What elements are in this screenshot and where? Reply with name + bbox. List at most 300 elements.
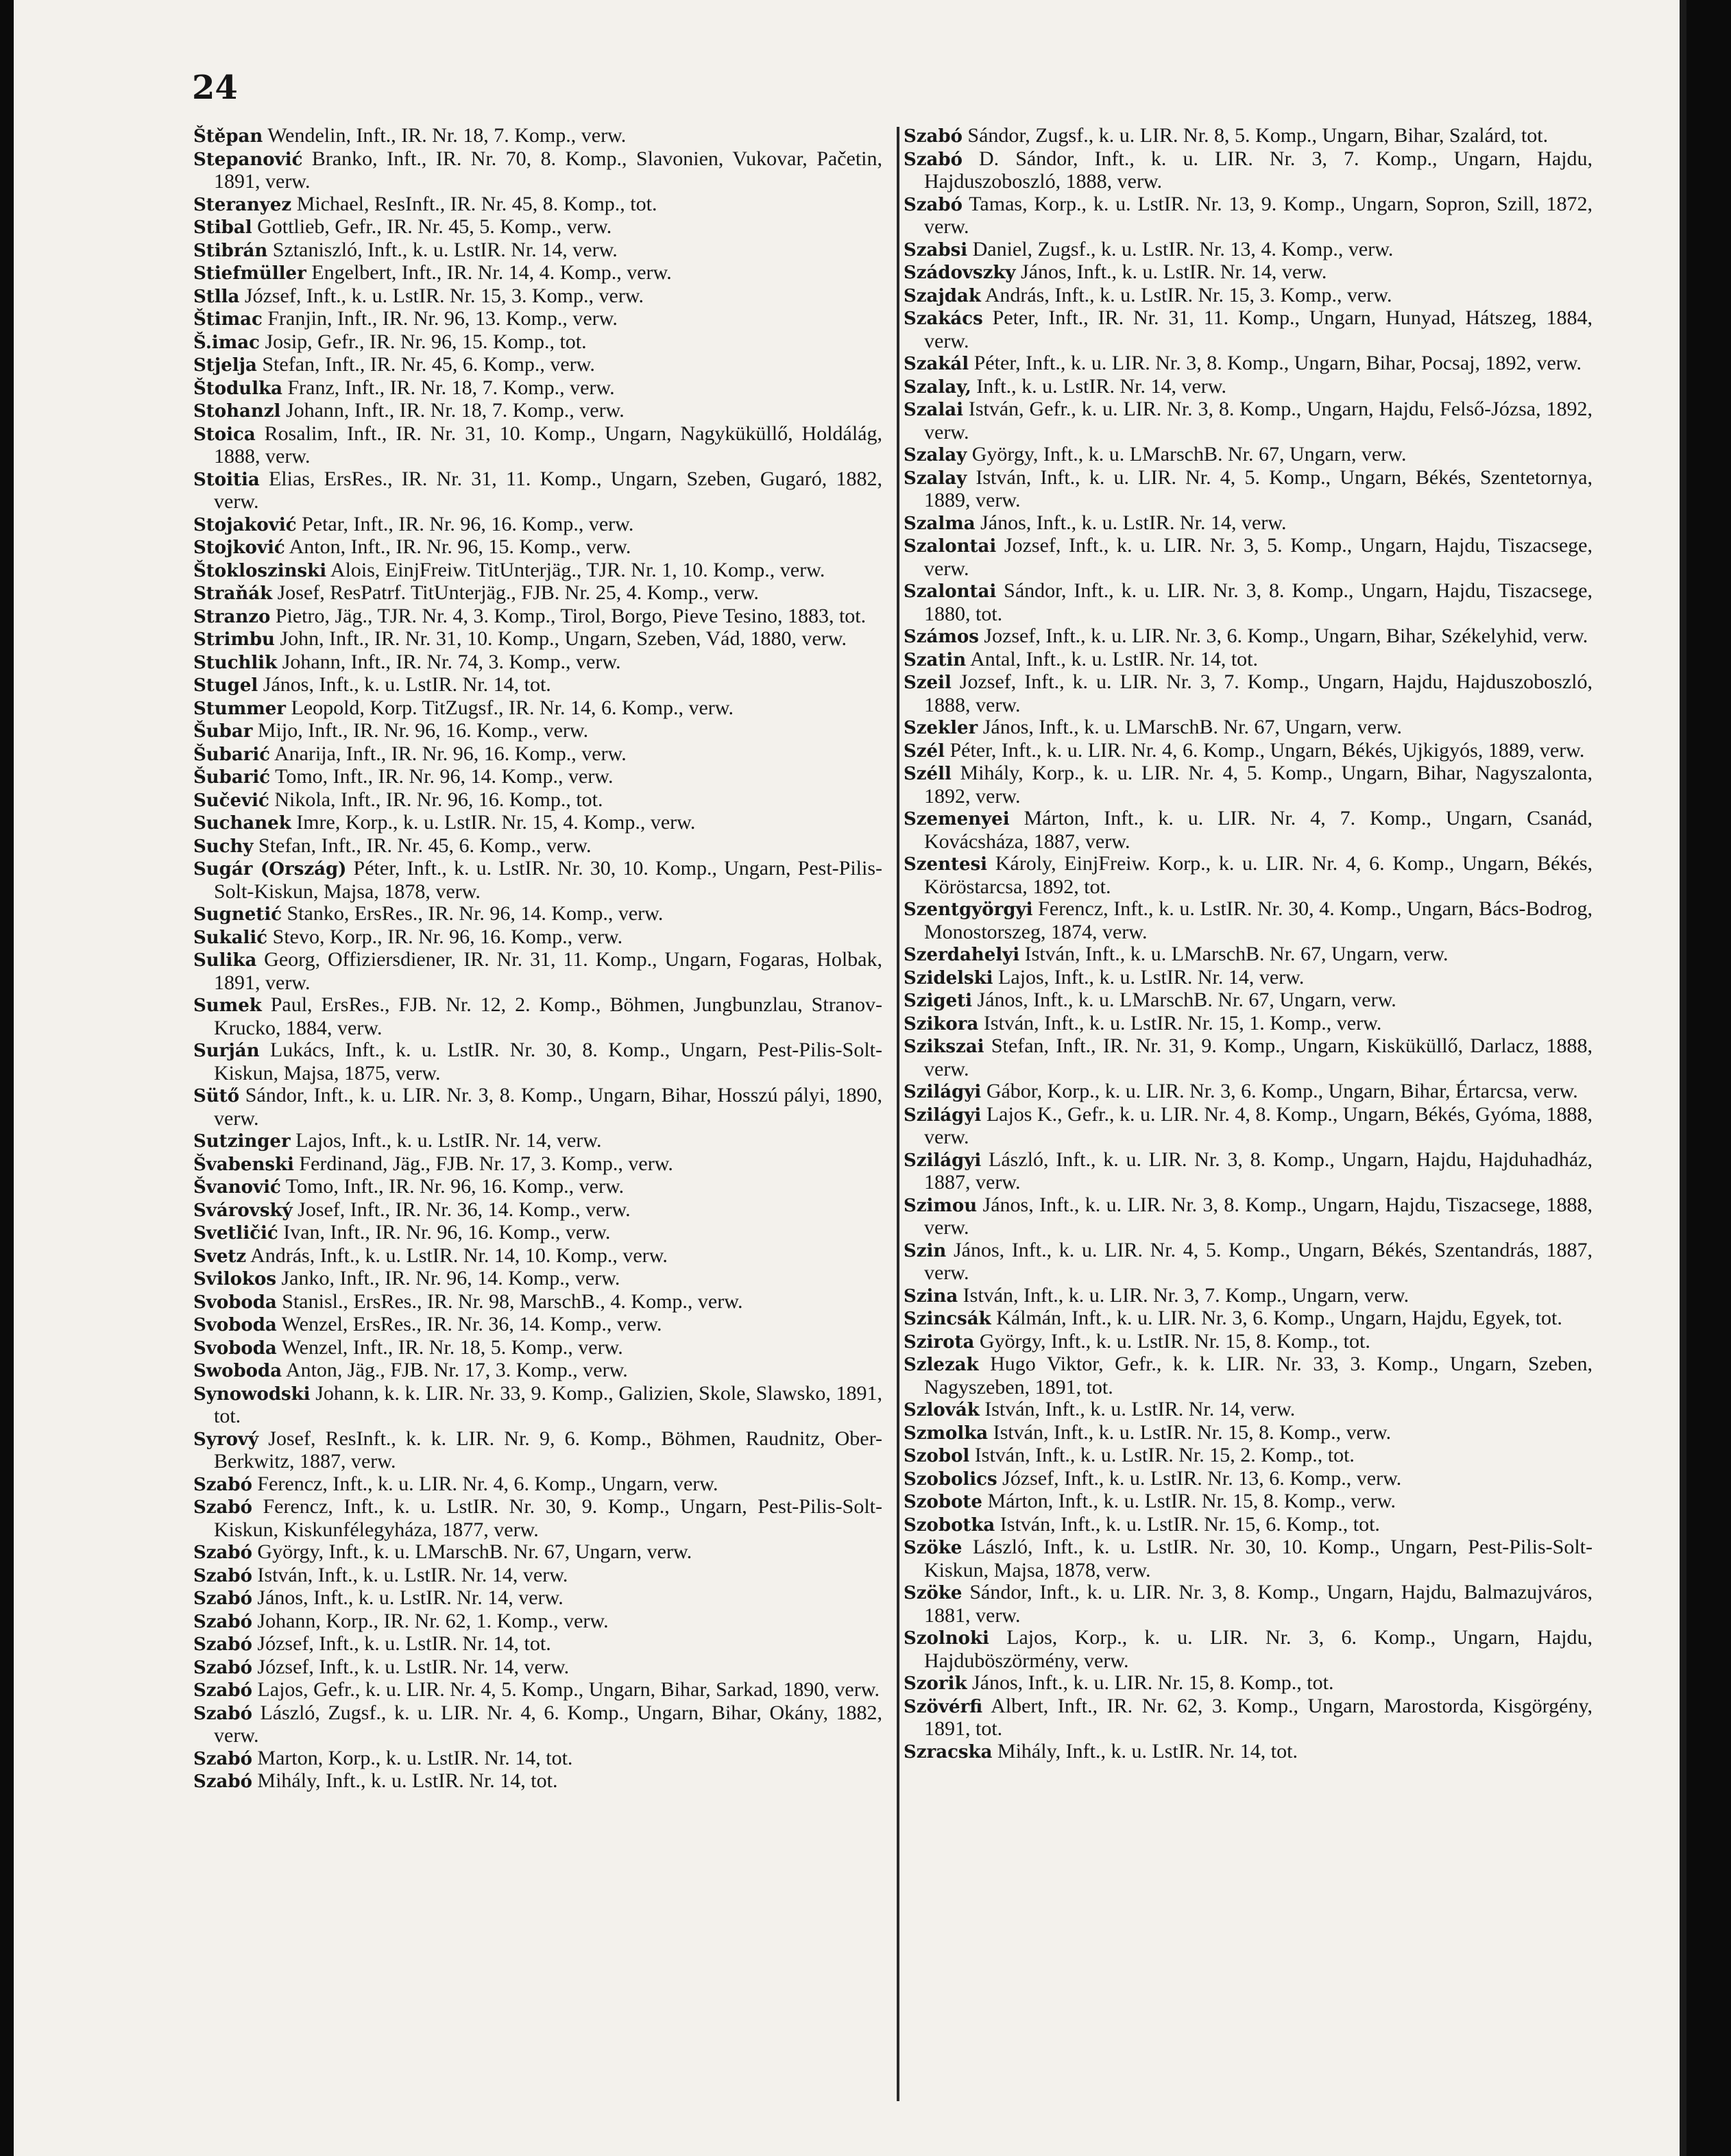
list-entry (904, 535, 1593, 580)
entry-name: Stibrán (193, 240, 268, 261)
list-entry (904, 1353, 1593, 1398)
entry-name: Szabó (193, 1634, 252, 1655)
entry-details: György, Inft., k. u. LstIR. Nr. 15, 8. Komp., tot. (974, 1329, 1370, 1353)
entry-name: Szentesi (904, 854, 988, 875)
entry-details: Sándor, Inft., k. u. LIR. Nr. 3, 8. Komp., Ungarn, Hajdu, Balmazujváros, 1881, verw. (924, 1581, 1593, 1627)
list-entry (193, 1222, 882, 1245)
list-entry (193, 1496, 882, 1541)
entry-name: Szikora (904, 1013, 979, 1034)
entry-details: Mihály, Korp., k. u. LIR. Nr. 4, 5. Komp., Ungarn, Bihar, Nagyszalonta, 1892, verw. (924, 762, 1593, 808)
entry-details: Ferencz, Inft., k. u. LstIR. Nr. 30, 4. Komp., Ungarn, Bács-Bodrog, Monostorszeg, 1874, verw. (924, 897, 1593, 943)
list-entry (193, 1610, 882, 1634)
list-entry (904, 625, 1593, 649)
entry-name: Sučević (193, 790, 269, 811)
entry-name: Szikszai (904, 1037, 984, 1057)
entry-name: Szirota (904, 1331, 975, 1353)
entry-details: Jozsef, Inft., k. u. LIR. Nr. 3, 6. Komp., Ungarn, Bihar, Székelyhid, verw. (978, 625, 1588, 647)
list-entry (193, 1747, 882, 1771)
list-entry (904, 1239, 1593, 1285)
entry-details: Lajos, Gefr., k. u. LIR. Nr. 4, 5. Komp., Ungarn, Bihar, Sarkad, 1890, verw. (252, 1678, 880, 1701)
entry-name: Š.imac (193, 332, 260, 353)
entry-details: Josef, ResPatrf. TitUnterjäg., FJB. Nr. 25, 4. Komp., verw. (272, 581, 759, 604)
entry-details: János, Inft., k. u. LstIR. Nr. 14, verw. (1015, 261, 1327, 283)
list-entry (904, 1035, 1593, 1080)
entry-details: Wendelin, Inft., IR. Nr. 18, 7. Komp., verw. (263, 124, 627, 147)
entry-details: István, Inft., k. u. LMarschB. Nr. 67, Ungarn, verw. (1019, 943, 1449, 965)
entry-name: Stlla (193, 286, 240, 307)
entry-name: Szabó (904, 126, 963, 147)
entry-name: Szilágyi (904, 1150, 982, 1171)
list-entry (904, 671, 1593, 716)
entry-details: Anton, Jäg., FJB. Nr. 17, 3. Komp., verw. (282, 1359, 628, 1381)
list-entry (904, 284, 1593, 308)
entry-name: Sukalić (193, 927, 268, 948)
list-entry (904, 1490, 1593, 1514)
entry-name: Szabó (193, 1565, 252, 1586)
entry-name: Szmolka (904, 1422, 989, 1444)
entry-name: Svoboda (193, 1315, 277, 1335)
list-entry (193, 1245, 882, 1268)
entry-name: Surján (193, 1041, 260, 1061)
entry-name: Szalontai (904, 581, 997, 602)
entry-details: László, Inft., k. u. LIR. Nr. 3, 8. Komp., Ungarn, Hajdu, Hajduhadház, 1887, verw. (924, 1148, 1593, 1194)
list-entry (193, 1039, 882, 1085)
entry-details: Stefan, Inft., IR. Nr. 31, 9. Komp., Ungarn, Kisküküllő, Darlacz, 1888, verw. (924, 1034, 1593, 1080)
entry-name: Šubarić (193, 744, 271, 765)
entry-name: Švanović (193, 1177, 281, 1198)
list-entry (904, 967, 1593, 990)
entry-name: Szalma (904, 513, 976, 534)
entry-details: János, Inft., k. u. LIR. Nr. 4, 5. Komp., Ungarn, Békés, Szentandrás, 1887, verw. (924, 1238, 1593, 1284)
list-entry (904, 1194, 1593, 1239)
entry-name: Szentgyörgyi (904, 899, 1033, 920)
entry-name: Stoitia (193, 469, 260, 490)
entry-name: Szobotka (904, 1514, 995, 1536)
entry-name: Stugel (193, 675, 258, 696)
entry-details: Elias, ErsRes., IR. Nr. 31, 11. Komp., Ungarn, Szeben, Gugaró, 1882, verw. (214, 467, 882, 513)
entry-name: Sutzinger (193, 1131, 291, 1152)
entry-name: Stepanović (193, 149, 303, 170)
entry-details: Gottlieb, Gefr., IR. Nr. 45, 5. Komp., verw. (252, 215, 612, 238)
list-entry (904, 943, 1593, 967)
entry-details: Albert, Inft., IR. Nr. 62, 3. Komp., Ungarn, Marostorda, Kisgörgény, 1891, tot. (924, 1694, 1593, 1740)
entry-details: István, Inft., k. u. LIR. Nr. 3, 7. Komp., Ungarn, verw. (958, 1283, 1409, 1307)
entry-details: Pietro, Jäg., TJR. Nr. 4, 3. Komp., Tirol, Borgo, Pieve Tesino, 1883, tot. (270, 604, 867, 627)
list-entry (193, 308, 882, 331)
entry-details: Peter, Inft., IR. Nr. 31, 11. Komp., Ungarn, Hunyad, Hátszeg, 1884, verw. (924, 306, 1593, 352)
entry-details: Tomo, Inft., IR. Nr. 96, 14. Komp., verw. (270, 765, 614, 788)
list-entry (904, 376, 1593, 399)
list-entry (193, 400, 882, 423)
list-entry (193, 239, 882, 263)
entry-details: Sztaniszló, Inft., k. u. LstIR. Nr. 14, verw. (267, 238, 618, 261)
entry-name: Szöke (904, 1583, 963, 1603)
entry-details: Josip, Gefr., IR. Nr. 96, 15. Komp., tot. (259, 330, 587, 353)
list-entry (193, 285, 882, 308)
list-entry (904, 444, 1593, 467)
entry-details: István, Inft., k. u. LstIR. Nr. 14, verw. (252, 1563, 568, 1586)
entry-name: Sütő (193, 1086, 240, 1106)
list-entry (193, 377, 882, 400)
left-column (193, 125, 882, 1793)
list-entry (904, 1080, 1593, 1104)
entry-details: László, Inft., k. u. LstIR. Nr. 30, 10. Komp., Ungarn, Pest-Pilis-Solt-Kiskun, Majsa, 1878, verw. (924, 1536, 1593, 1582)
entry-name: Szabó (193, 1771, 252, 1792)
entry-details: Kálmán, Inft., k. u. LIR. Nr. 3, 6. Komp., Ungarn, Hajdu, Egyek, tot. (991, 1307, 1562, 1329)
entry-name: Szabó (193, 1542, 252, 1563)
entry-details: Wenzel, ErsRes., IR. Nr. 36, 14. Komp., verw. (276, 1313, 662, 1335)
entry-details: Gábor, Korp., k. u. LIR. Nr. 3, 6. Komp., Ungarn, Bihar, Értarcsa, verw. (981, 1080, 1578, 1102)
list-entry (904, 307, 1593, 352)
entry-name: Szabsi (904, 239, 968, 261)
right-column (904, 125, 1593, 1763)
list-entry (193, 835, 882, 858)
entry-details: Franz, Inft., IR. Nr. 18, 7. Komp., verw. (282, 376, 615, 399)
list-entry (193, 423, 882, 468)
entry-details: D. Sándor, Inft., k. u. LIR. Nr. 3, 7. Komp., Ungarn, Hajdu, Hajduszoboszló, 1888, verw. (924, 147, 1593, 193)
list-entry (193, 949, 882, 994)
entry-name: Szabó (193, 1611, 252, 1632)
entry-details: István, Inft., k. u. LstIR. Nr. 15, 8. Komp., verw. (988, 1420, 1392, 1444)
entry-name: Szatin (904, 649, 967, 670)
list-entry (904, 1536, 1593, 1582)
entry-name: Szél (904, 740, 945, 762)
entry-details: Jozsef, Inft., k. u. LIR. Nr. 3, 7. Komp., Ungarn, Hajdu, Hajduszoboszló, 1888, verw. (924, 670, 1593, 716)
list-entry (193, 1770, 882, 1793)
entry-name: Szalontai (904, 536, 997, 557)
entry-name: Szolnoki (904, 1628, 989, 1649)
entry-name: Szabó (193, 1703, 252, 1724)
entry-name: Szigeti (904, 991, 973, 1011)
entry-name: Svoboda (193, 1292, 277, 1313)
entry-details: Antal, Inft., k. u. LstIR. Nr. 14, tot. (966, 647, 1259, 670)
entry-name: Szeil (904, 673, 952, 693)
entry-name: Szekler (904, 718, 978, 738)
entry-name: Szracska (904, 1741, 993, 1763)
list-entry (904, 649, 1593, 672)
list-entry (193, 720, 882, 743)
entry-details: Janko, Inft., IR. Nr. 96, 14. Komp., verw. (276, 1267, 620, 1289)
entry-name: Szabó (904, 149, 963, 170)
entry-name: Stummer (193, 698, 286, 719)
entry-details: György, Inft., k. u. LMarschB. Nr. 67, Ungarn, verw. (252, 1540, 692, 1563)
list-entry (904, 1331, 1593, 1354)
list-entry (904, 1285, 1593, 1308)
entry-name: Suchanek (193, 813, 291, 834)
entry-details: Marton, Korp., k. u. LstIR. Nr. 14, tot. (252, 1746, 573, 1769)
entry-name: Szimou (904, 1195, 978, 1216)
list-entry (193, 513, 882, 537)
list-entry (904, 1307, 1593, 1331)
entry-name: Szidelski (904, 967, 993, 989)
entry-details: János, Inft., k. u. LstIR. Nr. 14, verw. (252, 1586, 564, 1609)
entry-name: Szakács (904, 308, 983, 329)
entry-details: János, Inft., k. u. LIR. Nr. 3, 8. Komp., Ungarn, Hajdu, Tiszacsege, 1888, verw. (924, 1193, 1593, 1239)
entry-details: Hugo Viktor, Gefr., k. k. LIR. Nr. 33, 3. Komp., Ungarn, Szeben, Nagyszeben, 1891, tot. (924, 1353, 1593, 1398)
entry-name: Štodulka (193, 378, 282, 399)
entry-name: Štimac (193, 309, 263, 330)
entry-details: Mijo, Inft., IR. Nr. 96, 16. Komp., verw. (252, 719, 589, 742)
entry-name: Stuchlik (193, 652, 278, 673)
entry-name: Stibal (193, 217, 252, 238)
list-entry (193, 766, 882, 789)
list-entry (193, 789, 882, 812)
entry-name: Szabó (193, 1588, 252, 1609)
entry-name: Szin (904, 1240, 947, 1261)
entry-details: Daniel, Zugsf., k. u. LstIR. Nr. 13, 4. Komp., verw. (967, 237, 1394, 261)
entry-details: István, Inft., k. u. LstIR. Nr. 14, verw. (979, 1398, 1296, 1420)
entry-name: Šubar (193, 721, 253, 742)
list-entry (193, 812, 882, 835)
entry-details: István, Inft., k. u. LstIR. Nr. 15, 2. Komp., tot. (969, 1444, 1355, 1466)
list-entry (193, 536, 882, 559)
entry-details: János, Inft., k. u. LMarschB. Nr. 67, Ungarn, verw. (978, 716, 1402, 738)
entry-details: Georg, Offiziersdiener, IR. Nr. 31, 11. Komp., Ungarn, Fogaras, Holbak, 1891, verw. (214, 948, 882, 994)
entry-details: Márton, Inft., k. u. LstIR. Nr. 15, 8. Komp., verw. (982, 1490, 1396, 1512)
entry-details: Engelbert, Inft., IR. Nr. 14, 4. Komp., verw. (306, 261, 672, 284)
entry-details: György, Inft., k. u. LMarschB. Nr. 67, Ungarn, verw. (967, 443, 1407, 465)
entry-name: Sulika (193, 950, 257, 971)
entry-details: Stefan, Inft., IR. Nr. 45, 6. Komp., verw. (256, 353, 595, 376)
entry-name: Štěpan (193, 126, 263, 147)
list-entry (193, 1679, 882, 1702)
list-entry (193, 1428, 882, 1473)
entry-name: Svilokos (193, 1269, 276, 1289)
entry-details: Ferdinand, Jäg., FJB. Nr. 17, 3. Komp., verw. (293, 1152, 673, 1175)
list-entry (904, 898, 1593, 943)
entry-details: András, Inft., k. u. LstIR. Nr. 15, 3. Komp., verw. (980, 283, 1392, 306)
list-entry (193, 1656, 882, 1680)
entry-name: Švabenski (193, 1154, 294, 1175)
entry-details: Johann, Inft., IR. Nr. 18, 7. Komp., verw. (280, 399, 625, 422)
list-entry (904, 1444, 1593, 1468)
list-entry (904, 148, 1593, 193)
entry-details: Johann, k. k. LIR. Nr. 33, 9. Komp., Galizien, Skole, Slawsko, 1891, tot. (214, 1381, 882, 1427)
list-entry (193, 582, 882, 605)
entry-name: Szerdahelyi (904, 945, 1020, 965)
entry-details: Michael, ResInft., IR. Nr. 45, 8. Komp., tot. (291, 192, 657, 215)
list-entry (904, 1149, 1593, 1194)
entry-name: Strimbu (193, 629, 275, 650)
list-entry (193, 125, 882, 148)
list-entry (904, 808, 1593, 853)
list-entry (904, 193, 1593, 239)
list-entry (193, 1702, 882, 1747)
entry-details: Petar, Inft., IR. Nr. 96, 16. Komp., verw. (296, 512, 634, 535)
list-entry (904, 1672, 1593, 1695)
list-entry (193, 674, 882, 697)
entry-name: Szobote (904, 1492, 982, 1512)
entry-details: John, Inft., IR. Nr. 31, 10. Komp., Ungarn, Szeben, Vád, 1880, verw. (274, 627, 847, 650)
list-entry (904, 1013, 1593, 1036)
entry-name: Svetličić (193, 1223, 278, 1244)
entry-details: István, Inft., k. u. LstIR. Nr. 15, 6. Komp., tot. (995, 1512, 1380, 1536)
list-entry (904, 740, 1593, 763)
list-entry (904, 1582, 1593, 1627)
entry-name: Šubarić (193, 767, 271, 788)
entry-name: Szalay (904, 445, 967, 465)
list-entry (193, 1176, 882, 1199)
entry-name: Syrový (193, 1429, 259, 1450)
entry-details: Mihály, Inft., k. u. LstIR. Nr. 14, tot. (252, 1769, 558, 1792)
entry-details: Lukács, Inft., k. u. LstIR. Nr. 30, 8. Komp., Ungarn, Pest-Pilis-Solt-Kiskun, Majsa, 1875, verw. (214, 1039, 882, 1085)
list-entry (193, 1564, 882, 1588)
entry-details: Jozsef, Inft., k. u. LIR. Nr. 3, 5. Komp., Ungarn, Hajdu, Tiszacsege, verw. (924, 534, 1593, 580)
entry-details: János, Inft., k. u. LMarschB. Nr. 67, Ungarn, verw. (972, 989, 1396, 1011)
entry-name: Svetz (193, 1246, 247, 1267)
entry-name: Szabó (193, 1657, 252, 1678)
entry-details: Stefan, Inft., IR. Nr. 45, 6. Komp., verw. (253, 834, 592, 857)
entry-details: Imre, Korp., k. u. LstIR. Nr. 15, 4. Komp., verw. (291, 811, 696, 834)
list-entry (193, 1313, 882, 1337)
entry-name: Steranyez (193, 194, 292, 215)
list-entry (904, 989, 1593, 1013)
entry-details: Márton, Inft., k. u. LIR. Nr. 4, 7. Komp., Ungarn, Csanád, Kovácsháza, 1887, verw. (924, 807, 1593, 853)
list-entry (193, 148, 882, 193)
entry-details: Ferencz, Inft., k. u. LstIR. Nr. 30, 9. Komp., Ungarn, Pest-Pilis-Solt-Kiskun, Kiskunfélegyháza, 1877, verw. (214, 1495, 882, 1541)
list-entry (904, 512, 1593, 535)
entry-name: Stojković (193, 537, 285, 558)
entry-details: János, Inft., k. u. LIR. Nr. 15, 8. Komp., tot. (967, 1671, 1334, 1694)
entry-name: Sugár (Ország) (193, 859, 347, 880)
list-entry (904, 1468, 1593, 1491)
entry-details: János, Inft., k. u. LstIR. Nr. 14, verw. (975, 511, 1287, 534)
list-entry (193, 903, 882, 926)
entry-name: Synowodski (193, 1383, 311, 1405)
list-entry (904, 352, 1593, 376)
entry-name: Szorik (904, 1673, 967, 1694)
entry-details: Lajos K., Gefr., k. u. LIR. Nr. 4, 8. Komp., Ungarn, Békés, Gyóma, 1888, verw. (924, 1102, 1593, 1148)
entry-name: Szajdak (904, 285, 981, 306)
entry-details: Sándor, Inft., k. u. LIR. Nr. 3, 8. Komp., Ungarn, Bihar, Hosszú pályi, 1890, verw. (214, 1084, 882, 1130)
list-entry (904, 1741, 1593, 1764)
entry-name: Szalay, (904, 376, 971, 398)
entry-details: Branko, Inft., IR. Nr. 70, 8. Komp., Slavonien, Vukovar, Pačetin, 1891, verw. (214, 147, 882, 193)
list-entry (193, 651, 882, 675)
list-entry (193, 468, 882, 513)
entry-details: Péter, Inft., k. u. LIR. Nr. 4, 6. Komp., Ungarn, Békés, Ujkigyós, 1889, verw. (944, 738, 1585, 762)
entry-details: Sándor, Zugsf., k. u. LIR. Nr. 8, 5. Komp., Ungarn, Bihar, Szalárd, tot. (962, 124, 1549, 147)
entry-details: István, Inft., k. u. LstIR. Nr. 15, 1. Komp., verw. (978, 1011, 1382, 1034)
list-entry (904, 1627, 1593, 1672)
entry-name: Szabó (193, 1680, 252, 1701)
list-entry (904, 1104, 1593, 1149)
list-entry (904, 239, 1593, 262)
entry-details: Leopold, Korp. TitZugsf., IR. Nr. 14, 6. Komp., verw. (285, 696, 734, 719)
list-entry (904, 467, 1593, 512)
entry-details: Josef, Inft., IR. Nr. 36, 14. Komp., verw. (292, 1198, 631, 1221)
entry-details: Wenzel, Inft., IR. Nr. 18, 5. Komp., verw. (276, 1335, 623, 1359)
list-entry (193, 1633, 882, 1656)
entry-details: István, Inft., k. u. LIR. Nr. 4, 5. Komp., Ungarn, Békés, Szentetornya, 1889, verw. (924, 465, 1593, 511)
entry-details: Johann, Korp., IR. Nr. 62, 1. Komp., verw. (252, 1609, 609, 1632)
list-entry (193, 926, 882, 949)
entry-details: József, Inft., k. u. LstIR. Nr. 14, tot. (252, 1632, 551, 1655)
list-entry (193, 1541, 882, 1564)
list-entry (193, 1587, 882, 1610)
list-entry (193, 1291, 882, 1314)
entry-details: Tamas, Korp., k. u. LstIR. Nr. 13, 9. Komp., Ungarn, Sopron, Szill, 1872, verw. (924, 192, 1593, 238)
page-number: 24 (192, 69, 238, 107)
entry-name: Straňák (193, 583, 273, 604)
entry-name: Szalay (904, 468, 967, 489)
list-entry (904, 1398, 1593, 1422)
entry-details: József, Inft., k. u. LstIR. Nr. 13, 6. Komp., verw. (997, 1466, 1402, 1490)
list-entry (193, 628, 882, 651)
entry-name: Szilágyi (904, 1104, 982, 1126)
entry-name: Svoboda (193, 1337, 277, 1359)
entry-details: Anarija, Inft., IR. Nr. 96, 16. Komp., verw. (270, 742, 627, 765)
entry-name: Szlezak (904, 1355, 979, 1375)
list-entry (904, 1695, 1593, 1741)
entry-details: Stevo, Korp., IR. Nr. 96, 16. Komp., verw. (267, 925, 623, 948)
entry-name: Stojaković (193, 514, 297, 535)
list-entry (193, 216, 882, 239)
entry-name: Széll (904, 764, 952, 784)
list-entry (904, 125, 1593, 148)
entry-details: István, Gefr., k. u. LIR. Nr. 3, 8. Komp., Ungarn, Hajdu, Felső-Józsa, 1892, verw. (924, 398, 1593, 444)
entry-name: Szalai (904, 400, 963, 420)
list-entry (193, 994, 882, 1039)
entry-details: Paul, ErsRes., FJB. Nr. 12, 2. Komp., Böhmen, Jungbunzlau, Stranov-Krucko, 1884, verw. (214, 993, 882, 1039)
entry-details: Johann, Inft., IR. Nr. 74, 3. Komp., verw. (277, 650, 621, 673)
list-entry (904, 261, 1593, 284)
list-entry (193, 743, 882, 766)
entry-name: Stoica (193, 424, 256, 445)
list-entry (193, 193, 882, 217)
entry-name: Stranzo (193, 606, 271, 627)
entry-details: Tomo, Inft., IR. Nr. 96, 16. Komp., verw. (280, 1175, 625, 1198)
entry-details: József, Inft., k. u. LstIR. Nr. 14, verw. (252, 1655, 570, 1678)
entry-name: Szina (904, 1285, 958, 1307)
entry-details: Alois, EinjFreiw. TitUnterjäg., TJR. Nr. 1, 10. Komp., verw. (326, 558, 825, 581)
entry-name: Szövérfi (904, 1696, 983, 1717)
list-entry (193, 1383, 882, 1428)
list-entry (193, 1473, 882, 1497)
entry-name: Szakál (904, 354, 969, 374)
list-entry (193, 331, 882, 354)
entry-details: Mihály, Inft., k. u. LstIR. Nr. 14, tot. (992, 1739, 1298, 1763)
list-entry (193, 1153, 882, 1176)
entry-name: Szemenyei (904, 809, 1010, 829)
list-entry (904, 398, 1593, 444)
list-entry (193, 1359, 882, 1383)
list-entry (193, 354, 882, 377)
entry-name: Szabó (193, 1748, 252, 1769)
list-entry (904, 580, 1593, 625)
list-entry (193, 605, 882, 629)
page-scan (14, 0, 1686, 2156)
entry-details: József, Inft., k. u. LstIR. Nr. 15, 3. Komp., verw. (239, 284, 644, 307)
entry-details: Stanisl., ErsRes., IR. Nr. 98, MarschB., 4. Komp., verw. (276, 1289, 743, 1313)
list-entry (193, 559, 882, 583)
entry-name: Stiefmüller (193, 263, 306, 284)
entry-details: Ferencz, Inft., k. u. LIR. Nr. 4, 6. Komp., Ungarn, verw. (252, 1472, 718, 1495)
list-entry (193, 262, 882, 285)
entry-name: Szádovszky (904, 263, 1016, 283)
list-entry (193, 1085, 882, 1130)
list-entry (193, 1199, 882, 1222)
entry-name: Számos (904, 627, 979, 647)
entry-name: Szabó (904, 194, 963, 215)
entry-name: Szlovák (904, 1400, 980, 1420)
entry-details: Lajos, Inft., k. u. LstIR. Nr. 14, verw. (993, 965, 1305, 989)
entry-name: Swoboda (193, 1361, 282, 1381)
entry-details: András, Inft., k. u. LstIR. Nr. 14, 10. Komp., verw. (246, 1244, 668, 1267)
entry-name: Szobolics (904, 1468, 997, 1490)
entry-details: János, Inft., k. u. LstIR. Nr. 14, tot. (258, 673, 551, 696)
entry-name: Szobol (904, 1446, 970, 1466)
